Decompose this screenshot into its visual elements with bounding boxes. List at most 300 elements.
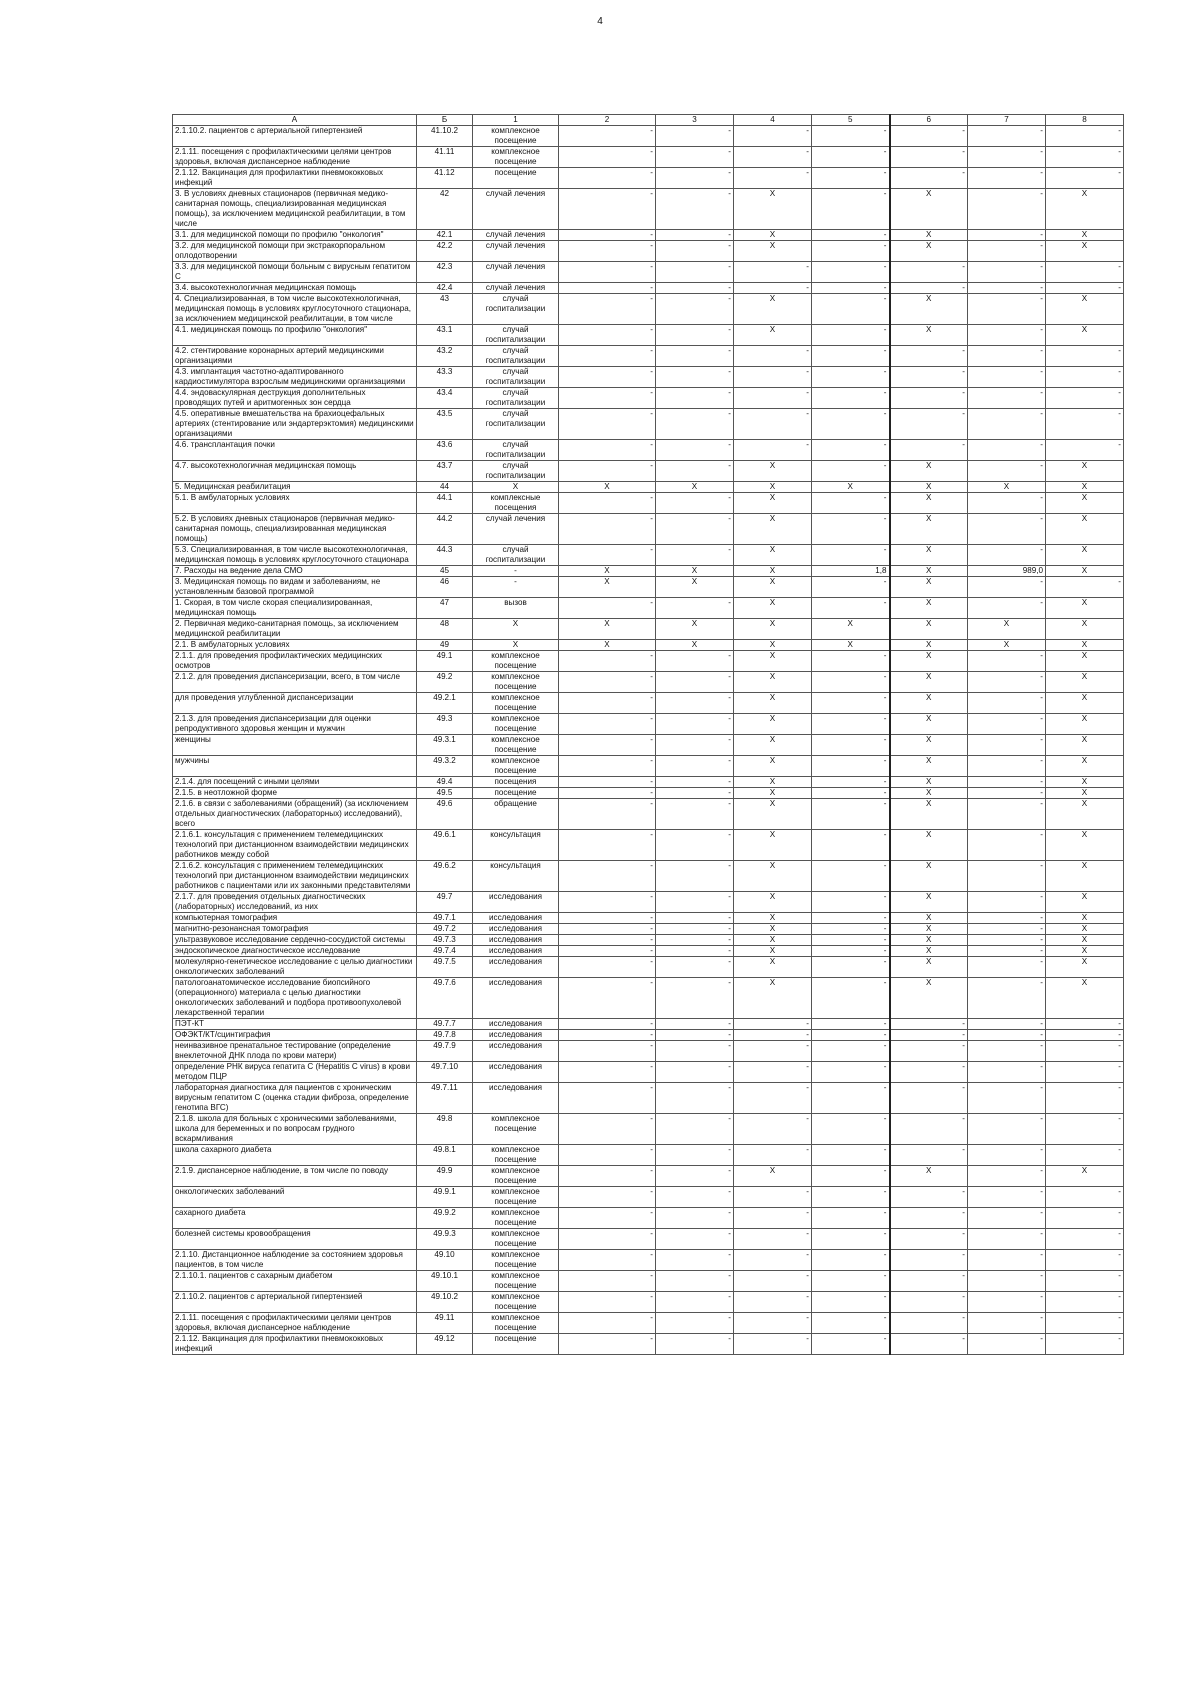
table-row xyxy=(173,799,1124,830)
row-value-cell: - xyxy=(656,1187,734,1208)
row-value-cell: 989,0 xyxy=(968,566,1046,577)
table-row xyxy=(173,1229,1124,1250)
row-value-cell: - xyxy=(559,714,656,735)
row-value-cell: - xyxy=(1046,440,1124,461)
row-value-cell: - xyxy=(1046,1187,1124,1208)
row-unit-cell: посещение xyxy=(473,788,559,799)
row-value-cell: X xyxy=(890,241,968,262)
row-value-cell: - xyxy=(968,735,1046,756)
row-unit-cell: исследования xyxy=(473,1041,559,1062)
row-code-cell: 49.7.5 xyxy=(417,957,473,978)
row-code-cell: 49.7.4 xyxy=(417,946,473,957)
row-value-cell: - xyxy=(559,799,656,830)
row-value-cell: X xyxy=(734,189,812,230)
row-code-cell: 42.2 xyxy=(417,241,473,262)
row-value-cell: - xyxy=(968,672,1046,693)
row-code-cell: 43.7 xyxy=(417,461,473,482)
row-value-cell: X xyxy=(734,461,812,482)
row-value-cell: - xyxy=(812,1114,890,1145)
row-value-cell: X xyxy=(890,799,968,830)
row-value-cell: - xyxy=(812,830,890,861)
row-value-cell: - xyxy=(656,461,734,482)
row-value-cell: X xyxy=(734,788,812,799)
row-value-cell: - xyxy=(812,346,890,367)
table-row xyxy=(173,1334,1124,1355)
row-value-cell: X xyxy=(890,913,968,924)
row-value-cell: - xyxy=(812,935,890,946)
row-value-cell: X xyxy=(890,935,968,946)
row-value-cell: - xyxy=(812,461,890,482)
row-unit-cell: исследования xyxy=(473,1019,559,1030)
header-cell: 8 xyxy=(1046,115,1124,126)
row-value-cell: - xyxy=(812,672,890,693)
row-value-cell: - xyxy=(968,1271,1046,1292)
row-value-cell: - xyxy=(812,126,890,147)
row-code-cell: 49.3 xyxy=(417,714,473,735)
row-value-cell: X xyxy=(656,640,734,651)
row-value-cell: X xyxy=(734,735,812,756)
row-value-cell: - xyxy=(968,168,1046,189)
header-cell: 5 xyxy=(812,115,890,126)
row-value-cell: - xyxy=(890,1083,968,1114)
row-value-cell: - xyxy=(656,325,734,346)
row-value-cell: X xyxy=(890,493,968,514)
row-value-cell: - xyxy=(812,1030,890,1041)
row-code-cell: 49.7 xyxy=(417,892,473,913)
row-value-cell: - xyxy=(812,1271,890,1292)
row-value-cell: X xyxy=(1046,946,1124,957)
row-unit-cell: случай госпитализации xyxy=(473,325,559,346)
row-value-cell: - xyxy=(559,693,656,714)
row-unit-cell: комплексное посещение xyxy=(473,1114,559,1145)
row-unit-cell: исследования xyxy=(473,957,559,978)
table-row xyxy=(173,640,1124,651)
table-row xyxy=(173,830,1124,861)
row-value-cell: - xyxy=(656,147,734,168)
row-code-cell: 49.5 xyxy=(417,788,473,799)
row-value-cell: X xyxy=(1046,978,1124,1019)
row-value-cell: - xyxy=(968,147,1046,168)
row-value-cell: - xyxy=(968,1041,1046,1062)
row-name-cell: 2.1.10.2. пациентов с артериальной гипертензией xyxy=(173,1292,417,1313)
row-unit-cell: комплексное посещение xyxy=(473,1271,559,1292)
row-value-cell: - xyxy=(890,1229,968,1250)
row-value-cell: - xyxy=(890,1250,968,1271)
table-row xyxy=(173,545,1124,566)
row-unit-cell: X xyxy=(473,482,559,493)
row-value-cell: - xyxy=(559,1208,656,1229)
row-value-cell: - xyxy=(656,1292,734,1313)
row-value-cell: X xyxy=(890,788,968,799)
row-unit-cell: комплексное посещение xyxy=(473,693,559,714)
row-name-cell: 4.7. высокотехнологичная медицинская помощь xyxy=(173,461,417,482)
row-unit-cell: случай лечения xyxy=(473,262,559,283)
row-unit-cell: комплексное посещение xyxy=(473,756,559,777)
row-unit-cell: комплексное посещение xyxy=(473,1166,559,1187)
row-value-cell: - xyxy=(656,514,734,545)
header-cell: 6 xyxy=(890,115,968,126)
row-value-cell: X xyxy=(734,325,812,346)
row-code-cell: 42.1 xyxy=(417,230,473,241)
table-row xyxy=(173,577,1124,598)
row-value-cell: X xyxy=(890,598,968,619)
row-value-cell: X xyxy=(734,566,812,577)
row-value-cell: X xyxy=(734,230,812,241)
row-value-cell: - xyxy=(890,1114,968,1145)
row-value-cell: - xyxy=(890,126,968,147)
row-value-cell: - xyxy=(559,493,656,514)
table-row xyxy=(173,461,1124,482)
table-row xyxy=(173,1208,1124,1229)
row-value-cell: X xyxy=(968,619,1046,640)
row-name-cell: 2.1.11. посещения с профилактическими целями центров здоровья, включая диспансерное наблюдение xyxy=(173,1313,417,1334)
row-value-cell: - xyxy=(812,230,890,241)
row-value-cell: - xyxy=(1046,262,1124,283)
row-value-cell: - xyxy=(559,1166,656,1187)
row-value-cell: X xyxy=(890,1166,968,1187)
row-unit-cell: комплексное посещение xyxy=(473,1229,559,1250)
table-row xyxy=(173,1187,1124,1208)
row-value-cell: X xyxy=(1046,1166,1124,1187)
row-name-cell: 4.5. оперативные вмешательства на брахиоцефальных артериях (стентирование или эндартерэктомия) медицинскими организациями xyxy=(173,409,417,440)
row-unit-cell: посещение xyxy=(473,1334,559,1355)
row-value-cell: - xyxy=(559,892,656,913)
row-value-cell: - xyxy=(734,1041,812,1062)
table-row xyxy=(173,1114,1124,1145)
row-value-cell: X xyxy=(968,482,1046,493)
row-value-cell: X xyxy=(1046,230,1124,241)
row-value-cell: - xyxy=(968,714,1046,735)
row-value-cell: - xyxy=(812,1145,890,1166)
table-row xyxy=(173,1145,1124,1166)
row-value-cell: - xyxy=(656,735,734,756)
row-value-cell: - xyxy=(559,147,656,168)
table-row xyxy=(173,147,1124,168)
row-name-cell: лабораторная диагностика для пациентов с хроническим вирусным гепатитом С (оценка стадии фиброза, определение генотипа ВГС) xyxy=(173,1083,417,1114)
row-code-cell: 49.7.11 xyxy=(417,1083,473,1114)
row-unit-cell: случай лечения xyxy=(473,514,559,545)
row-value-cell: - xyxy=(559,262,656,283)
row-code-cell: 49.6 xyxy=(417,799,473,830)
row-value-cell: - xyxy=(890,346,968,367)
row-value-cell: - xyxy=(812,147,890,168)
row-value-cell: - xyxy=(656,913,734,924)
row-value-cell: - xyxy=(656,693,734,714)
row-value-cell: - xyxy=(656,924,734,935)
row-value-cell: - xyxy=(968,1166,1046,1187)
row-name-cell: патологоанатомическое исследование биопсийного (операционного) материала с целью диагностики онкологических заболеваний и подбора противоопухолевой лекарственной терапии xyxy=(173,978,417,1019)
row-value-cell: - xyxy=(734,147,812,168)
row-value-cell: - xyxy=(656,346,734,367)
row-value-cell: X xyxy=(1046,913,1124,924)
row-value-cell: - xyxy=(734,168,812,189)
row-value-cell: - xyxy=(968,799,1046,830)
row-value-cell: X xyxy=(734,640,812,651)
row-value-cell: - xyxy=(1046,1229,1124,1250)
row-value-cell: - xyxy=(1046,283,1124,294)
row-value-cell: - xyxy=(656,241,734,262)
row-code-cell: 44 xyxy=(417,482,473,493)
table-row xyxy=(173,514,1124,545)
row-value-cell: - xyxy=(890,1062,968,1083)
row-value-cell: - xyxy=(812,892,890,913)
header-cell: 4 xyxy=(734,115,812,126)
row-unit-cell: случай госпитализации xyxy=(473,346,559,367)
row-value-cell: - xyxy=(1046,1030,1124,1041)
row-value-cell: - xyxy=(890,1187,968,1208)
row-code-cell: 49.8.1 xyxy=(417,1145,473,1166)
row-value-cell: - xyxy=(559,1114,656,1145)
row-value-cell: X xyxy=(656,482,734,493)
row-value-cell: - xyxy=(812,440,890,461)
row-value-cell: - xyxy=(656,598,734,619)
row-unit-cell: комплексное посещение xyxy=(473,1313,559,1334)
row-unit-cell: исследования xyxy=(473,978,559,1019)
row-value-cell: - xyxy=(559,1030,656,1041)
row-value-cell: - xyxy=(734,126,812,147)
row-value-cell: - xyxy=(968,1030,1046,1041)
row-name-cell: 2.1.11. посещения с профилактическими целями центров здоровья, включая диспансерное наблюдение xyxy=(173,147,417,168)
row-unit-cell: комплексное посещение xyxy=(473,1250,559,1271)
table-body xyxy=(173,126,1124,1355)
row-value-cell: - xyxy=(812,325,890,346)
row-value-cell: X xyxy=(734,946,812,957)
row-name-cell: 4.2. стентирование коронарных артерий медицинскими организациями xyxy=(173,346,417,367)
row-code-cell: 42 xyxy=(417,189,473,230)
row-name-cell: 2.1.2. для проведения диспансеризации, всего, в том числе xyxy=(173,672,417,693)
row-value-cell: - xyxy=(734,388,812,409)
row-value-cell: - xyxy=(968,892,1046,913)
row-value-cell: X xyxy=(734,777,812,788)
row-code-cell: 43.2 xyxy=(417,346,473,367)
row-value-cell: - xyxy=(812,714,890,735)
table-row xyxy=(173,346,1124,367)
row-value-cell: - xyxy=(656,1166,734,1187)
row-value-cell: - xyxy=(559,1271,656,1292)
table-row xyxy=(173,325,1124,346)
row-value-cell: - xyxy=(812,1334,890,1355)
row-value-cell: - xyxy=(968,283,1046,294)
row-value-cell: X xyxy=(559,566,656,577)
row-value-cell: X xyxy=(890,461,968,482)
row-value-cell: - xyxy=(656,830,734,861)
row-value-cell: - xyxy=(968,756,1046,777)
row-unit-cell: консультация xyxy=(473,830,559,861)
row-value-cell: X xyxy=(968,640,1046,651)
row-value-cell: X xyxy=(890,640,968,651)
table-row xyxy=(173,788,1124,799)
row-value-cell: - xyxy=(812,756,890,777)
row-value-cell: X xyxy=(890,325,968,346)
row-value-cell: X xyxy=(890,957,968,978)
row-value-cell: - xyxy=(1046,1250,1124,1271)
row-value-cell: X xyxy=(734,935,812,946)
row-code-cell: 43.1 xyxy=(417,325,473,346)
row-value-cell: - xyxy=(968,777,1046,788)
row-code-cell: 42.4 xyxy=(417,283,473,294)
row-code-cell: 44.2 xyxy=(417,514,473,545)
row-value-cell: - xyxy=(559,325,656,346)
row-value-cell: - xyxy=(559,735,656,756)
row-value-cell: - xyxy=(656,545,734,566)
row-value-cell: - xyxy=(812,514,890,545)
row-unit-cell: комплексное посещение xyxy=(473,1187,559,1208)
row-value-cell: - xyxy=(968,1114,1046,1145)
row-value-cell: - xyxy=(890,283,968,294)
row-value-cell: X xyxy=(1046,777,1124,788)
table-row xyxy=(173,283,1124,294)
row-value-cell: - xyxy=(968,861,1046,892)
row-value-cell: - xyxy=(559,598,656,619)
row-value-cell: - xyxy=(812,168,890,189)
row-value-cell: X xyxy=(890,735,968,756)
row-value-cell: - xyxy=(656,978,734,1019)
page-number: 4 xyxy=(597,16,603,27)
header-cell: 3 xyxy=(656,115,734,126)
row-code-cell: 46 xyxy=(417,577,473,598)
row-value-cell: - xyxy=(734,1114,812,1145)
row-value-cell: - xyxy=(734,409,812,440)
row-value-cell: X xyxy=(1046,493,1124,514)
row-value-cell: X xyxy=(890,619,968,640)
row-value-cell: - xyxy=(1046,1019,1124,1030)
row-value-cell: - xyxy=(559,957,656,978)
row-unit-cell: посещение xyxy=(473,168,559,189)
row-unit-cell: случай госпитализации xyxy=(473,545,559,566)
row-value-cell: - xyxy=(968,1083,1046,1114)
row-value-cell: - xyxy=(812,861,890,892)
row-value-cell: - xyxy=(656,756,734,777)
row-value-cell: - xyxy=(968,262,1046,283)
row-code-cell: 49.6.1 xyxy=(417,830,473,861)
row-value-cell: - xyxy=(734,440,812,461)
row-name-cell: 4.1. медицинская помощь по профилю "онкология" xyxy=(173,325,417,346)
row-value-cell: - xyxy=(559,756,656,777)
row-value-cell: X xyxy=(890,978,968,1019)
table-row xyxy=(173,1166,1124,1187)
row-value-cell: - xyxy=(656,262,734,283)
row-value-cell: - xyxy=(734,367,812,388)
row-code-cell: 49.7.6 xyxy=(417,978,473,1019)
row-unit-cell: консультация xyxy=(473,861,559,892)
row-value-cell: - xyxy=(559,1083,656,1114)
row-value-cell: - xyxy=(968,409,1046,440)
row-value-cell: X xyxy=(1046,514,1124,545)
row-value-cell: - xyxy=(656,1313,734,1334)
row-value-cell: - xyxy=(968,935,1046,946)
row-value-cell: - xyxy=(812,409,890,440)
row-name-cell: 2.1.1. для проведения профилактических медицинских осмотров xyxy=(173,651,417,672)
row-value-cell: - xyxy=(656,367,734,388)
row-value-cell: - xyxy=(1046,388,1124,409)
row-name-cell: эндоскопическое диагностическое исследование xyxy=(173,946,417,957)
row-value-cell: X xyxy=(1046,461,1124,482)
header-cell: 2 xyxy=(559,115,656,126)
row-value-cell: - xyxy=(968,598,1046,619)
row-value-cell: - xyxy=(559,935,656,946)
row-code-cell: 49.11 xyxy=(417,1313,473,1334)
row-value-cell: - xyxy=(656,230,734,241)
row-code-cell: 49.3.2 xyxy=(417,756,473,777)
row-value-cell: - xyxy=(812,1041,890,1062)
row-name-cell: 2.1.7. для проведения отдельных диагностических (лабораторных) исследований, из них xyxy=(173,892,417,913)
row-value-cell: - xyxy=(968,577,1046,598)
row-unit-cell: случай госпитализации xyxy=(473,409,559,440)
table-row xyxy=(173,1041,1124,1062)
row-name-cell: неинвазивное пренатальное тестирование (определение внеклеточной ДНК плода по крови матери) xyxy=(173,1041,417,1062)
row-value-cell: X xyxy=(734,598,812,619)
row-value-cell: X xyxy=(812,640,890,651)
row-unit-cell: комплексное посещение xyxy=(473,714,559,735)
row-value-cell: - xyxy=(1046,367,1124,388)
row-unit-cell: случай госпитализации xyxy=(473,294,559,325)
row-name-cell: 3.2. для медицинской помощи при экстракорпоральном оплодотворении xyxy=(173,241,417,262)
row-value-cell: X xyxy=(1046,189,1124,230)
row-value-cell: X xyxy=(812,619,890,640)
row-value-cell: X xyxy=(890,861,968,892)
row-value-cell: - xyxy=(1046,1271,1124,1292)
row-value-cell: - xyxy=(968,230,1046,241)
row-code-cell: 49.7.10 xyxy=(417,1062,473,1083)
row-value-cell: - xyxy=(968,957,1046,978)
row-unit-cell: исследования xyxy=(473,924,559,935)
table-row xyxy=(173,1062,1124,1083)
row-value-cell: - xyxy=(812,1229,890,1250)
table-row xyxy=(173,189,1124,230)
row-unit-cell: посещения xyxy=(473,777,559,788)
row-value-cell: - xyxy=(812,777,890,788)
row-unit-cell: случай госпитализации xyxy=(473,388,559,409)
row-value-cell: - xyxy=(968,1145,1046,1166)
row-name-cell: 3. В условиях дневных стационаров (первичная медико-санитарная помощь, специализированная медицинская помощь), за исключением медицинской реабилитации, в том числе xyxy=(173,189,417,230)
row-value-cell: X xyxy=(1046,957,1124,978)
row-value-cell: - xyxy=(968,440,1046,461)
row-value-cell: - xyxy=(890,367,968,388)
row-value-cell: - xyxy=(734,262,812,283)
row-name-cell: 2. Первичная медико-санитарная помощь, за исключением медицинской реабилитации xyxy=(173,619,417,640)
row-value-cell: X xyxy=(734,892,812,913)
row-value-cell: - xyxy=(734,1313,812,1334)
row-code-cell: 49.2.1 xyxy=(417,693,473,714)
row-name-cell: 4.6. трансплантация почки xyxy=(173,440,417,461)
row-code-cell: 48 xyxy=(417,619,473,640)
row-code-cell: 41.11 xyxy=(417,147,473,168)
table-row xyxy=(173,861,1124,892)
table-row xyxy=(173,924,1124,935)
row-code-cell: 49.7.3 xyxy=(417,935,473,946)
row-value-cell: - xyxy=(812,1292,890,1313)
row-value-cell: X xyxy=(1046,566,1124,577)
row-name-cell: 2.1.12. Вакцинация для профилактики пневмококковых инфекций xyxy=(173,168,417,189)
row-value-cell: - xyxy=(559,1292,656,1313)
row-value-cell: X xyxy=(890,566,968,577)
table-row xyxy=(173,388,1124,409)
row-name-cell: школа сахарного диабета xyxy=(173,1145,417,1166)
row-code-cell: 49.3.1 xyxy=(417,735,473,756)
row-name-cell: 2.1.10.1. пациентов с сахарным диабетом xyxy=(173,1271,417,1292)
row-code-cell: 44.1 xyxy=(417,493,473,514)
row-value-cell: - xyxy=(734,1083,812,1114)
table-row xyxy=(173,892,1124,913)
row-value-cell: - xyxy=(559,514,656,545)
row-value-cell: X xyxy=(734,619,812,640)
row-value-cell: - xyxy=(656,861,734,892)
row-value-cell: - xyxy=(890,168,968,189)
row-value-cell: - xyxy=(890,1030,968,1041)
row-value-cell: - xyxy=(1046,147,1124,168)
row-value-cell: - xyxy=(559,924,656,935)
row-value-cell: - xyxy=(812,1187,890,1208)
